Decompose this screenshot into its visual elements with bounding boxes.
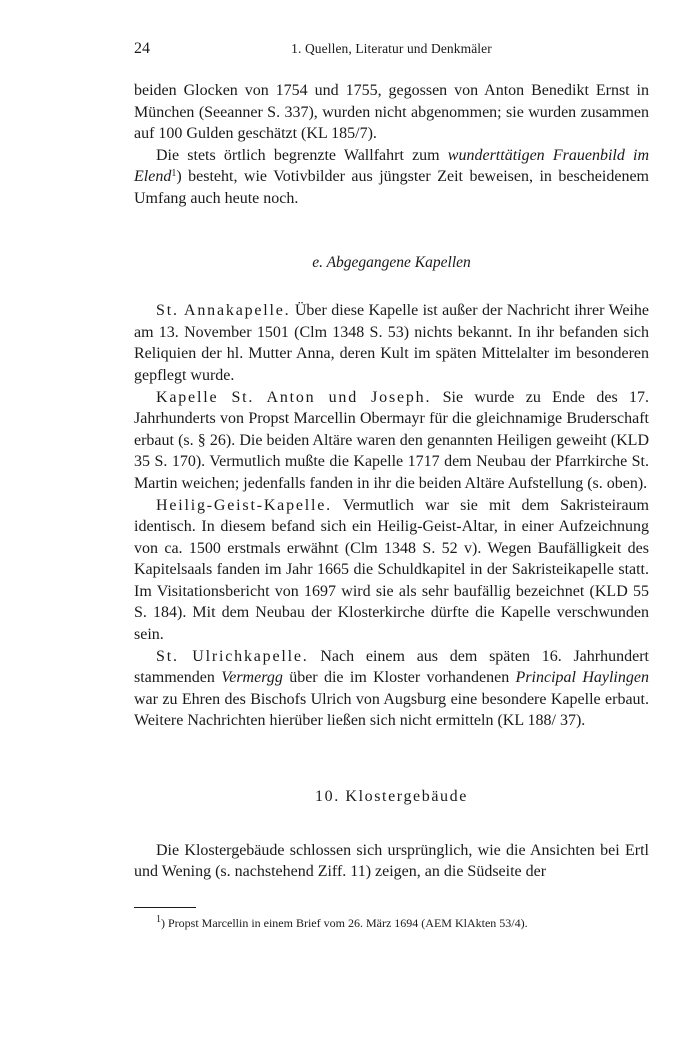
footnote-separator xyxy=(134,907,196,908)
chapel-name: St. Annakapelle. xyxy=(156,302,291,320)
paragraph-ulrichkapelle xyxy=(134,646,649,732)
body-text xyxy=(134,80,649,883)
paragraph-annakapelle xyxy=(134,300,649,386)
footnote-mark: 1 xyxy=(156,914,161,925)
footnote xyxy=(156,915,649,931)
text-segment: Vermutlich war sie mit dem Sakristeiraum identisch. In diesem befand sich ein Heilig-Geist-Altar, in einer Aufzeichnung von ca. 1500 erstmals erwähnt (Clm 1348 S. 52 v). Wegen Baufälligkeit des Kapitelsaals fanden im Jahr 1665 die Schuldkapitel in der Sakristeikapelle statt. Im Visitationsbericht von 1697 wird sie als sehr baufällig bezeichnet (KLD 55 S. 184). Mit dem Neubau der Klosterkirche dürfte die Kapelle verschwunden sein. xyxy=(134,496,649,644)
page-header xyxy=(134,40,649,60)
footnote-text: ) Propst Marcellin in einem Brief vom 26. März 1694 (AEM KlAkten 53/4). xyxy=(161,916,528,930)
text-segment: Nach einem aus dem späten 16. Jahrhundert stammenden xyxy=(134,647,649,687)
paragraph-klostergebaeude: Die Klostergebäude schlossen sich ursprünglich, wie die Ansichten bei Ertl und Wening (s. nachstehend Ziff. 11) zeigen, an die Südseite der xyxy=(134,841,649,881)
footnote-reference: 1 xyxy=(171,168,177,180)
italic-term: Vermergg xyxy=(221,669,283,687)
chapel-name: Kapelle St. Anton und Joseph. xyxy=(156,388,432,406)
text-segment: Die stets örtlich begrenzte Wallfahrt zum xyxy=(156,146,448,164)
text-segment: Über diese Kapelle ist außer der Nachricht ihrer Weihe am 13. November 1501 (Clm 1348 S. 53) nichts bekannt. In ihr befanden sich Reliquien der hl. Mutter Anna, deren Kult im späten Mittelalter im besonderen gepflegt wurde. xyxy=(134,302,649,384)
chapter-heading-klostergebaeude: 10. Klostergebäude xyxy=(315,788,468,806)
chapel-name: Heilig-Geist-Kapelle. xyxy=(156,496,332,514)
text-segment: ) besteht, wie Votivbilder aus jüngster Zeit beweisen, in bescheidenem Umfang auch heute noch. xyxy=(134,168,649,207)
page xyxy=(134,40,649,883)
italic-term: Principal Haylingen xyxy=(515,669,649,687)
running-title: 1. Quellen, Literatur und Denkmäler xyxy=(291,41,492,56)
paragraph-heilig-geist xyxy=(134,495,649,646)
page-number: 24 xyxy=(134,40,150,57)
paragraph-glocken: beiden Glocken von 1754 und 1755, gegossen von Anton Benedikt Ernst in München (Seeanner S. 337), wurden nicht abgenommen; sie wurden zusammen auf 100 Gulden geschätzt (KL 185/7). xyxy=(134,82,649,143)
paragraph-wallfahrt xyxy=(134,145,649,210)
text-segment: war zu Ehren des Bischofs Ulrich von Augsburg eine besondere Kapelle erbaut. Weitere Nachrichten hierüber ließen sich nicht ermitteln (KL 188/ 37). xyxy=(134,690,649,730)
chapel-name: St. Ulrichkapelle. xyxy=(156,647,309,665)
paragraph-anton-joseph xyxy=(134,387,649,495)
italic-term: wunderttätigen Frauenbild im Elend xyxy=(134,146,650,186)
section-heading-abgegangene-kapellen: e. Abgegangene Kapellen xyxy=(312,253,471,271)
text-segment: Sie wurde zu Ende des 17. Jahrhunderts von Propst Marcellin Obermayr für die gleichnamige Bruderschaft erbaut (s. § 26). Die beiden Altäre waren den genannten Heiligen geweiht (KLD 35 S. 170). Vermutlich mußte die Kapelle 1717 dem Neubau der Pfarrkirche St. Martin weichen; jedenfalls fanden in ihr die beiden Altäre Aufstellung (s. oben). xyxy=(134,388,650,492)
text-segment: über die im Kloster vorhandenen xyxy=(282,669,516,687)
